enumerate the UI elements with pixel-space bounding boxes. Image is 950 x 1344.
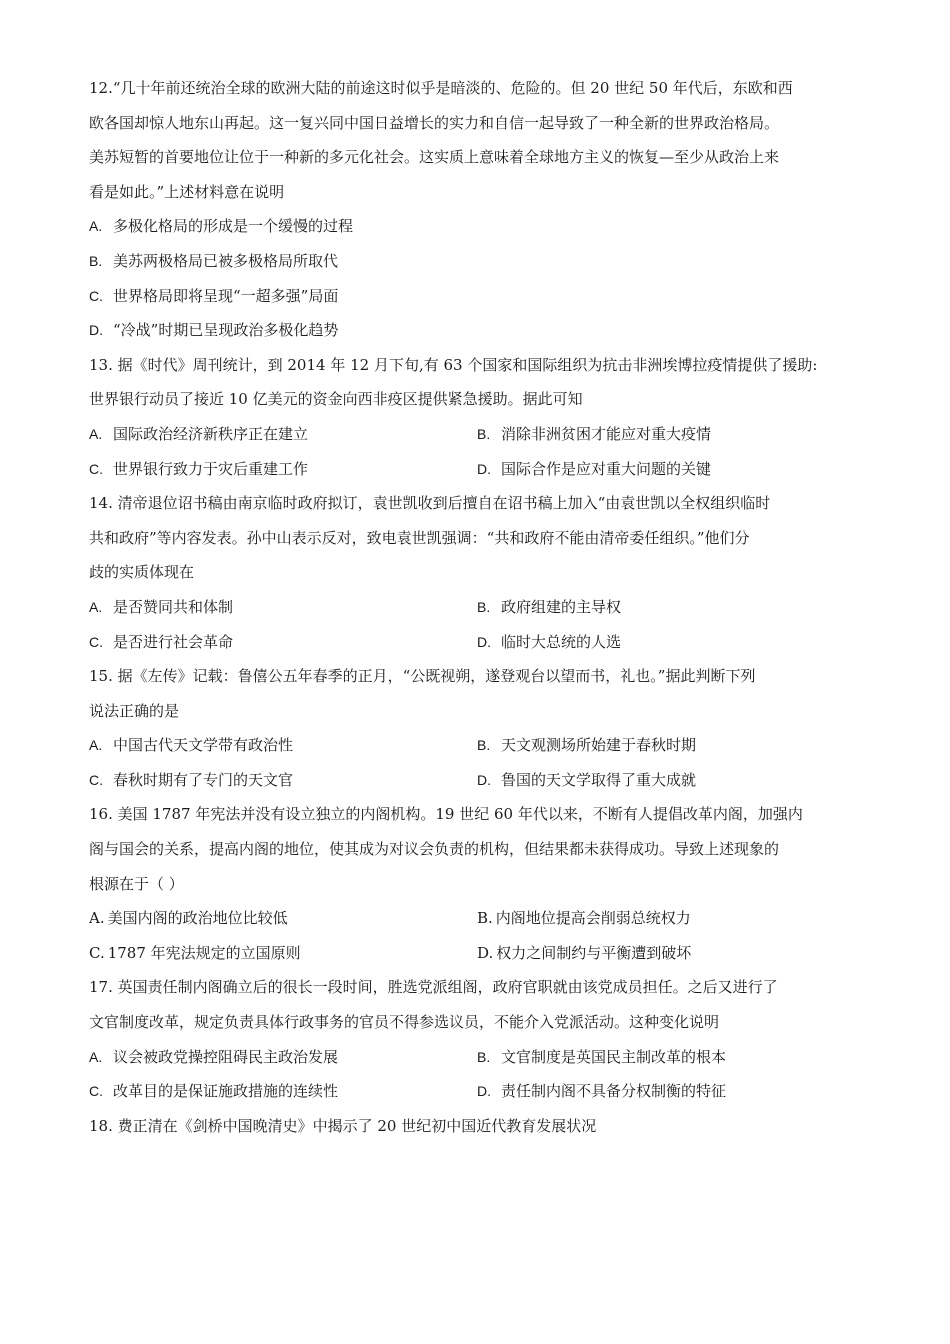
option-text: 美国内阁的政治地位比较低 [107,909,288,928]
option-letter: B. [477,598,491,615]
option-row [89,597,869,632]
question-stem-line: 17. 英国责任制内阁确立后的很长一段时间，胜选党派组阁，政府官职就由该党成员担任。之后又进行了 [89,978,778,997]
question-stem-line: 13. 据《时代》周刊统计，到 2014 年 12 月下旬,有 63 个国家和国际组织为抗击非洲埃博拉疫情提供了援助: [89,355,818,374]
option-letter: C. [89,460,103,477]
option-text: 是否进行社会革命 [113,632,234,651]
option-row [89,908,869,943]
option-b[interactable] [477,1047,865,1082]
question-stem-line: 说法正确的是 [89,701,180,720]
question-stem-line: 15. 据《左传》记载：鲁僖公五年春季的正月，“公既视朔，遂登观台以望而书，礼也。”据此判断下列 [89,667,756,686]
option-row [89,1081,869,1116]
option-row [89,459,869,494]
option-letter: D. [477,771,491,788]
option-letter: A. [89,598,103,615]
option-row [89,735,869,770]
option-d[interactable] [477,632,865,667]
question-stem-line: 文官制度改革，规定负责具体行政事务的官员不得参选议员，不能介入党派活动。这种变化说明 [89,1013,720,1032]
option-letter: C. [89,1083,103,1100]
option-text: 内阁地位提高会削弱总统权力 [495,909,691,928]
option-c[interactable] [89,459,477,494]
option-letter: A. [89,425,103,442]
question-stem-line: 阁与国会的关系，提高内阁的地位，使其成为对议会负责的机构，但结果都未获得成功。导致上述现象的 [89,840,780,859]
question-13 [89,355,869,493]
option-letter: A. [89,737,103,754]
question-stem-line: 歧的实质体现在 [89,563,195,582]
question-12 [89,78,869,355]
option-a[interactable] [89,216,477,251]
option-letter: C. [89,633,103,650]
option-letter: A. [89,1048,103,1065]
option-letter: D. [477,460,491,477]
option-text: 世界格局即将呈现“一超多强”局面 [113,286,339,305]
option-c[interactable] [89,286,477,321]
option-c[interactable] [89,770,477,805]
option-letter: D. [477,1083,491,1100]
question-17 [89,977,869,1115]
option-text: 政府组建的主导权 [501,597,622,616]
question-stem-line: 共和政府”等内容发表。孙中山表示反对，致电袁世凯强调：“共和政府不能由清帝委任组织。”他们分 [89,528,750,547]
option-c[interactable] [89,1081,477,1116]
option-letter: C. [89,771,103,788]
option-letter: D. [477,633,491,650]
option-text: 世界银行致力于灾后重建工作 [113,459,309,478]
option-letter: D. [477,943,494,962]
option-c[interactable] [89,943,477,978]
option-row [89,1047,869,1082]
question-stem-line: 看是如此。”上述材料意在说明 [89,182,285,201]
option-a[interactable] [89,908,477,943]
option-text: 鲁国的天文学取得了重大成就 [501,770,697,789]
option-text: 国际合作是应对重大问题的关键 [501,459,712,478]
option-row [89,943,869,978]
option-row [89,632,869,667]
option-d[interactable] [477,770,865,805]
question-stem-line: 根源在于（ ） [89,874,184,893]
option-letter: B. [477,737,491,754]
option-text: 议会被政党操控阻碍民主政治发展 [113,1047,339,1066]
option-text: 责任制内阁不具备分权制衡的特征 [501,1082,727,1101]
option-letter: C. [89,287,103,304]
option-d[interactable] [477,1081,865,1116]
option-letter: B. [89,252,103,269]
option-text: 国际政治经济新秩序正在建立 [113,424,309,443]
option-letter: B. [477,425,491,442]
option-text: 美苏两极格局已被多极格局所取代 [113,251,339,270]
option-a[interactable] [89,424,477,459]
option-letter: C. [89,943,105,962]
option-a[interactable] [89,597,477,632]
option-text: 中国古代天文学带有政治性 [113,736,294,755]
question-stem-line: 12.“几十年前还统治全球的欧洲大陆的前途这时似乎是暗淡的、危险的。但 20 世纪 50 年代后，东欧和西 [89,79,793,97]
option-text: 1787 年宪法规定的立国原则 [107,943,301,962]
option-text: “冷战”时期已呈现政治多极化趋势 [113,321,339,340]
option-c[interactable] [89,632,477,667]
option-text: 天文观测场所始建于春秋时期 [501,736,697,755]
option-a[interactable] [89,735,477,770]
option-letter: B. [477,909,493,928]
option-d[interactable] [89,320,477,355]
question-stem-line: 16. 美国 1787 年宪法并没有设立独立的内阁机构。19 世纪 60 年代以来，不断有人提倡改革内阁，加强内 [89,805,803,824]
question-list [89,78,869,1150]
question-15 [89,666,869,804]
option-text: 是否赞同共和体制 [113,597,234,616]
question-14 [89,493,869,666]
question-stem-line: 美苏短暂的首要地位让位于一种新的多元化社会。这实质上意味着全球地方主义的恢复—至少从政治上来 [89,148,780,167]
option-text: 文官制度是英国民主制改革的根本 [501,1047,727,1066]
question-16 [89,804,869,977]
option-text: 临时大总统的人选 [501,632,622,651]
option-b[interactable] [477,908,865,943]
option-text: 消除非洲贫困才能应对重大疫情 [501,424,712,443]
option-letter: A. [89,909,105,928]
option-row [89,770,869,805]
option-d[interactable] [477,943,865,978]
question-stem-line: 18. 费正清在《剑桥中国晚清史》中揭示了 20 世纪初中国近代教育发展状况 [89,1116,597,1135]
option-d[interactable] [477,459,865,494]
question-stem-line: 世界银行动员了接近 10 亿美元的资金向西非疫区提供紧急援助。据此可知 [89,390,583,409]
question-stem-line: 14. 清帝退位诏书稿由南京临时政府拟订，袁世凯收到后擅自在诏书稿上加入“由袁世凯以全权组织临时 [89,494,771,513]
option-text: 改革目的是保证施政措施的连续性 [113,1082,339,1101]
option-text: 权力之间制约与平衡遭到破坏 [496,943,692,962]
option-row [89,424,869,459]
question-18 [89,1116,869,1151]
question-stem-line: 欧各国却惊人地东山再起。这一复兴同中国日益增长的实力和自信一起导致了一种全新的世界政治格局。 [89,113,780,132]
option-text: 多极化格局的形成是一个缓慢的过程 [113,217,354,236]
option-b[interactable] [477,735,865,770]
option-a[interactable] [89,1047,477,1082]
option-letter: A. [89,218,103,235]
option-b[interactable] [477,424,865,459]
option-letter: D. [89,322,103,339]
option-b[interactable] [89,251,477,286]
option-letter: B. [477,1048,491,1065]
option-text: 春秋时期有了专门的天文官 [113,770,294,789]
option-b[interactable] [477,597,865,632]
